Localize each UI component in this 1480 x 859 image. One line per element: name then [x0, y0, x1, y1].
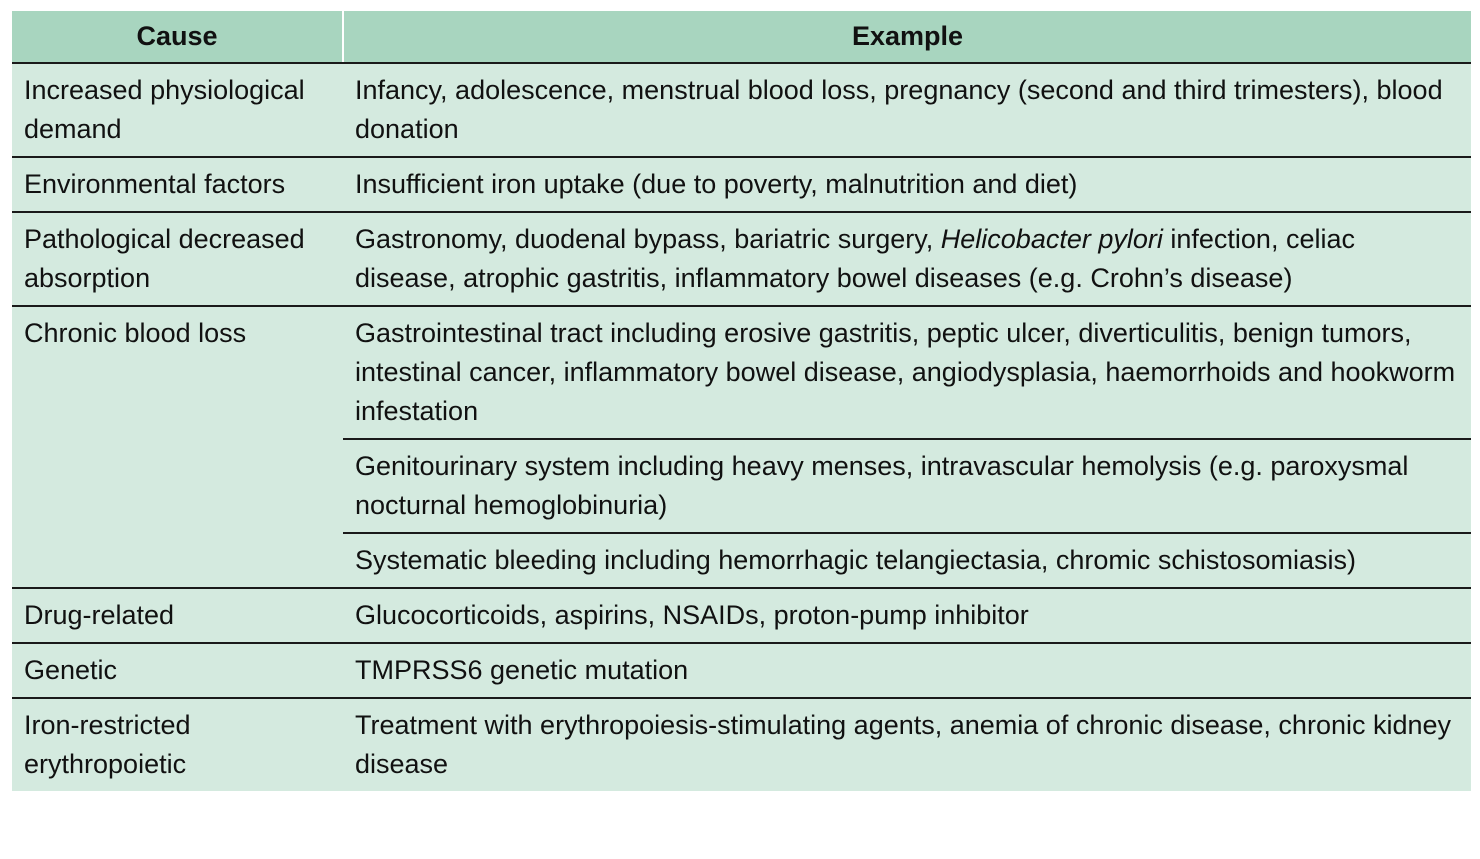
- cause-cell: Iron-restricted erythropoietic: [12, 698, 343, 791]
- iron-deficiency-causes-table: [12, 11, 1471, 791]
- example-cell: Gastrointestinal tract including erosive gastritis, peptic ulcer, diverticulitis, benign tumors, intestinal cancer, inflammatory bowel disease, angiodysplasia, haemorrhoids and hookworm infestation: [343, 306, 1471, 439]
- example-cell: Infancy, adolescence, menstrual blood loss, pregnancy (second and third trimesters), blood donation: [343, 63, 1471, 157]
- example-cell: Glucocorticoids, aspirins, NSAIDs, proton-pump inhibitor: [343, 588, 1471, 643]
- example-cell: Systematic bleeding including hemorrhagic telangiectasia, chromic schistosomiasis): [343, 533, 1471, 588]
- table-row: [12, 643, 1471, 698]
- table-row: [12, 157, 1471, 212]
- table-row: [12, 306, 1471, 439]
- table-header: [12, 11, 1471, 63]
- iron-deficiency-causes-table-container: [12, 11, 1471, 791]
- cause-cell: Drug-related: [12, 588, 343, 643]
- example-text-before: Gastronomy, duodenal bypass, bariatric surgery,: [355, 224, 941, 254]
- example-cell: Treatment with erythropoiesis-stimulating agents, anemia of chronic disease, chronic kidney disease: [343, 698, 1471, 791]
- table-body: [12, 63, 1471, 791]
- table-row: [12, 698, 1471, 791]
- example-text-italic: Helicobacter pylori: [940, 224, 1163, 254]
- example-text-after: infection, celiac disease, atrophic gastritis, inflammatory bowel diseases (e.g. Crohn’s disease): [355, 224, 1355, 293]
- cause-cell: Environmental factors: [12, 157, 343, 212]
- header-row: [12, 11, 1471, 63]
- cause-cell: Genetic: [12, 643, 343, 698]
- example-cell: Insufficient iron uptake (due to poverty, malnutrition and diet): [343, 157, 1471, 212]
- header-cause: Cause: [12, 11, 343, 63]
- table-row: [12, 588, 1471, 643]
- example-cell: TMPRSS6 genetic mutation: [343, 643, 1471, 698]
- example-cell: [343, 212, 1471, 306]
- example-cell: Genitourinary system including heavy menses, intravascular hemolysis (e.g. paroxysmal nocturnal hemoglobinuria): [343, 439, 1471, 533]
- cause-cell: Pathological decreased absorption: [12, 212, 343, 306]
- header-example: Example: [343, 11, 1471, 63]
- table-row: [12, 212, 1471, 306]
- table-row: [12, 63, 1471, 157]
- cause-cell: Increased physiological demand: [12, 63, 343, 157]
- cause-cell: Chronic blood loss: [12, 306, 343, 588]
